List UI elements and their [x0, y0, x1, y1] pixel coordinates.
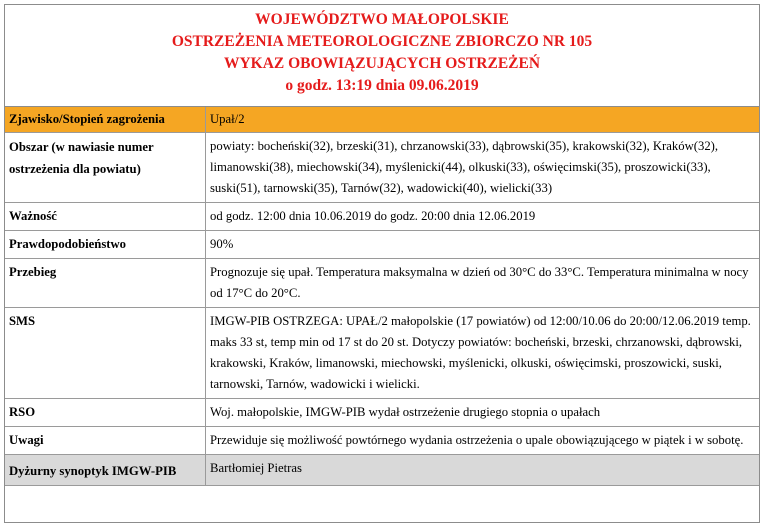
header-bulletin-number: OSTRZEŻENIA METEOROLOGICZNE ZBIORCZO NR 105 [171, 33, 593, 50]
header-region: WOJEWÓDZTWO MAŁOPOLSKIE [255, 11, 509, 28]
row-label: Dyżurny synoptyk IMGW-PIB [5, 455, 206, 486]
row-label: Obszar (w nawiasie numer ostrzeżenia dla powiatu) [5, 133, 206, 203]
row-label: SMS [5, 308, 206, 399]
row-value: powiaty: bocheński(32), brzeski(31), chrzanowski(33), dąbrowski(35), krakowski(32), Kraków(32), limanowski(38), miechowski(34), myślenicki(44), olkuski(33), oświęcimski(35), proszowicki(33), suski(51), tarnowski(35), Tarnów(32), wadowicki(40), wielicki(33) [206, 133, 760, 203]
table-row-remarks [5, 427, 759, 455]
header-list-title: WYKAZ OBOWIĄZUJĄCYCH OSTRZEŻEŃ [223, 55, 541, 72]
row-label: Prawdopodobieństwo [5, 231, 206, 259]
row-label: Ważność [5, 203, 206, 231]
table-row-sms [5, 308, 759, 399]
row-value: Bartłomiej Pietras [206, 455, 760, 486]
row-value: od godz. 12:00 dnia 10.06.2019 do godz. 20:00 dnia 12.06.2019 [206, 203, 760, 231]
table-row-probability [5, 231, 759, 259]
header-timestamp: o godz. 13:19 dnia 09.06.2019 [285, 77, 479, 94]
table-row-phenomenon [5, 107, 759, 133]
row-label: RSO [5, 399, 206, 427]
table-row-validity [5, 203, 759, 231]
row-value: Woj. małopolskie, IMGW-PIB wydał ostrzeżenie drugiego stopnia o upałach [206, 399, 760, 427]
row-label: Zjawisko/Stopień zagrożenia [5, 107, 206, 133]
warning-table [5, 107, 759, 486]
row-value: Upał/2 [206, 107, 760, 133]
table-row-forecaster [5, 455, 759, 486]
row-label: Uwagi [5, 427, 206, 455]
warning-document [4, 4, 760, 523]
table-row-course [5, 259, 759, 308]
row-value: IMGW-PIB OSTRZEGA: UPAŁ/2 małopolskie (17 powiatów) od 12:00/10.06 do 20:00/12.06.2019 temp. maks 33 st, temp min od 17 st do 20 st. Dotyczy powiatów: bocheński, brzeski, chrzanowski, dąbrowski, krakowski, Kraków, limanowski, miechowski, myślenicki, olkuski, oświęcimski, proszowicki, suski, tarnowski, Tarnów, wadowicki i wielicki. [206, 308, 760, 399]
row-value: Prognozuje się upał. Temperatura maksymalna w dzień od 30°C do 33°C. Temperatura minimalna w nocy od 17°C do 20°C. [206, 259, 760, 308]
row-label: Przebieg [5, 259, 206, 308]
row-value: Przewiduje się możliwość powtórnego wydania ostrzeżenia o upale obowiązującego w piątek i w sobotę. [206, 427, 760, 455]
table-row-rso [5, 399, 759, 427]
table-row-area [5, 133, 759, 203]
row-value: 90% [206, 231, 760, 259]
document-header [5, 5, 759, 107]
